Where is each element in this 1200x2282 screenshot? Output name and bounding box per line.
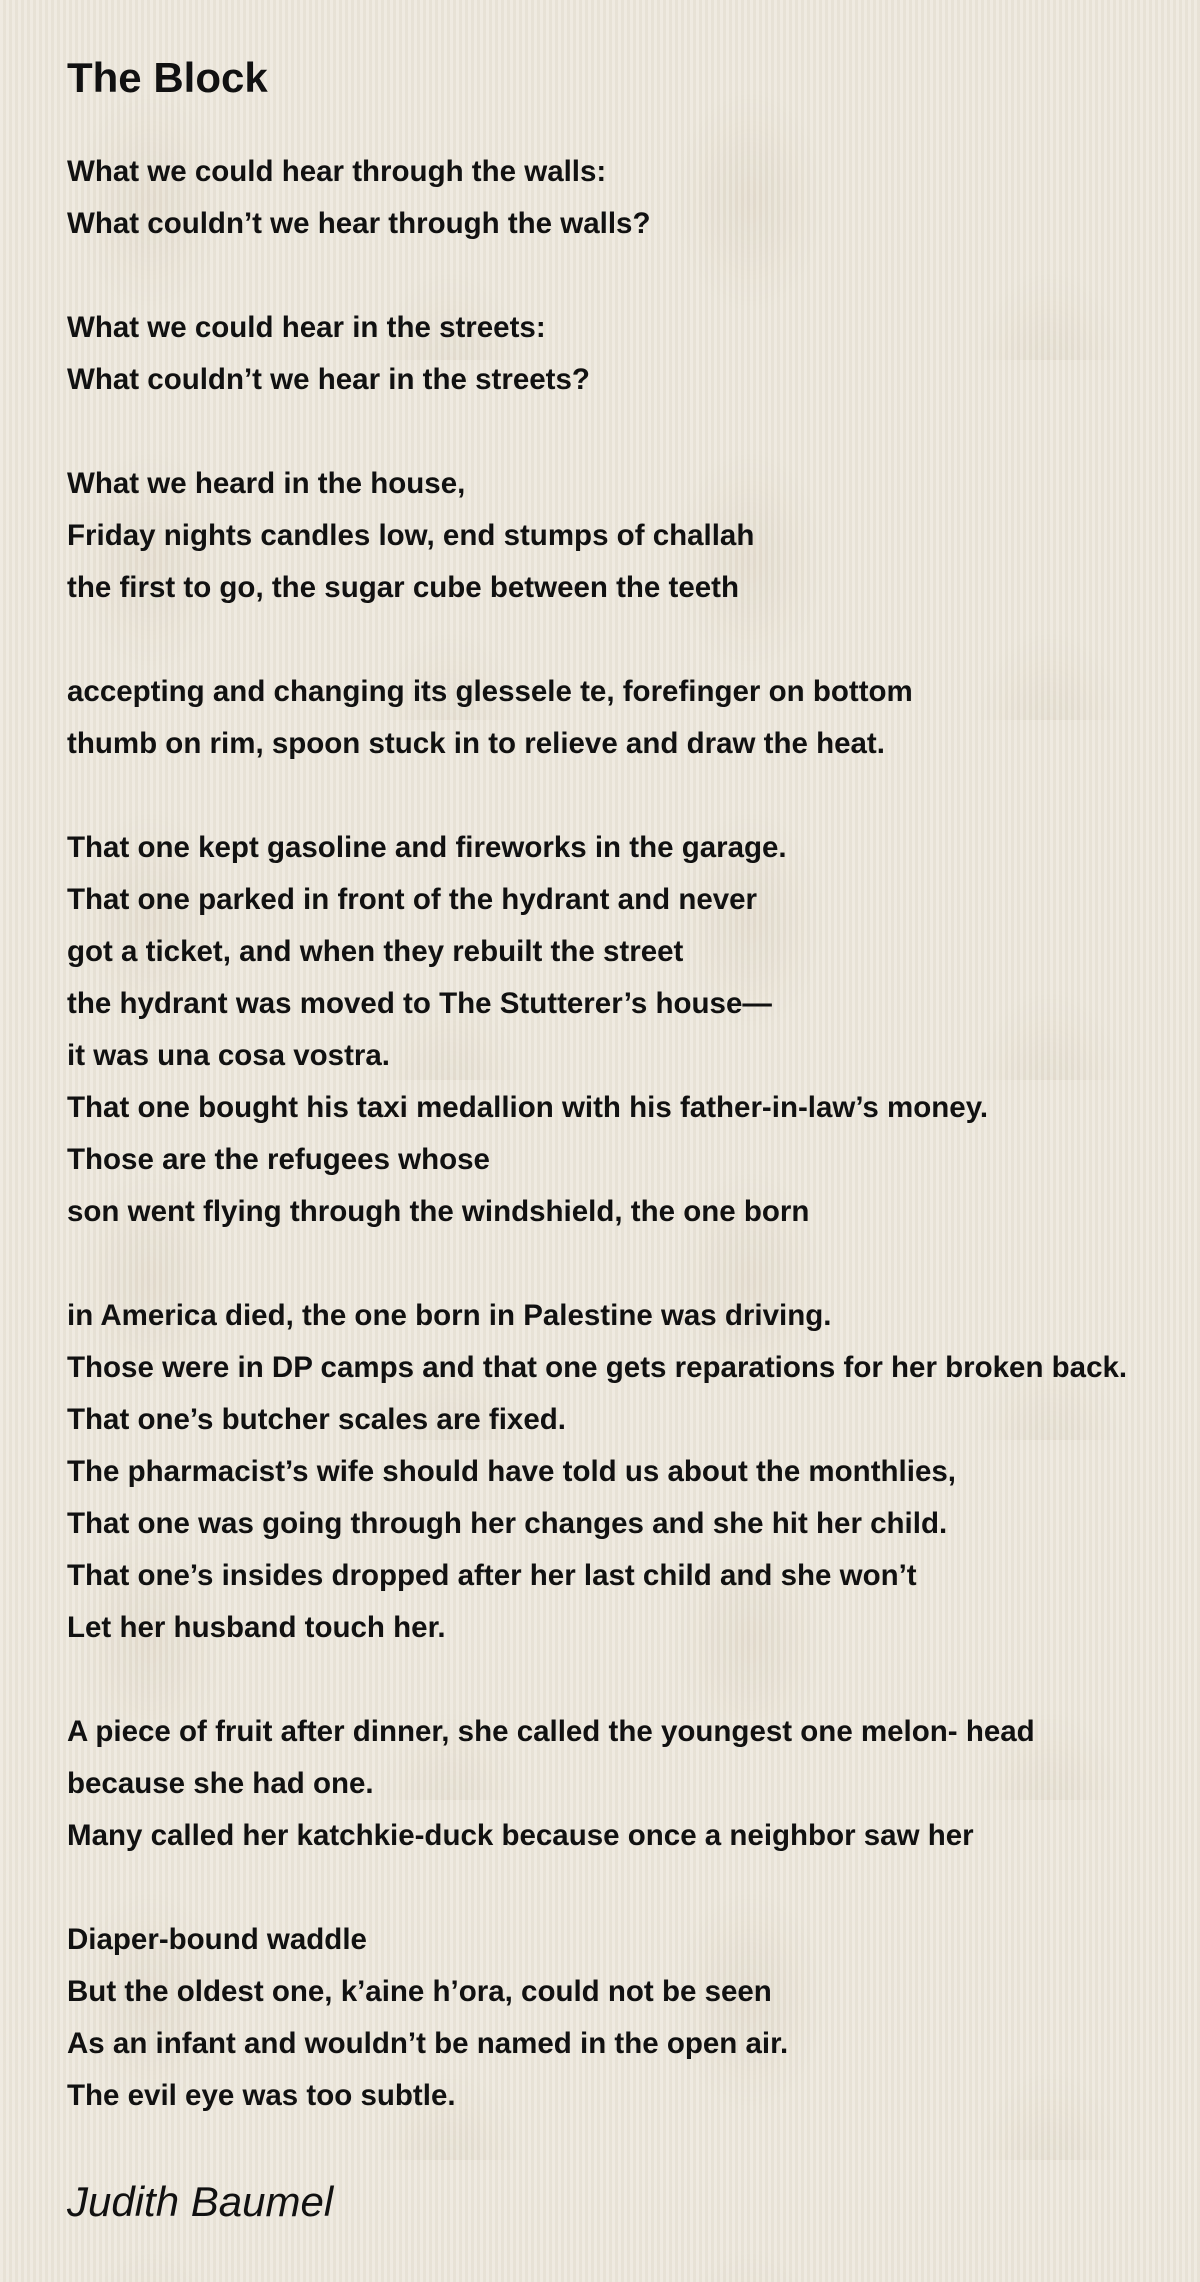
poem-line: got a ticket, and when they rebuilt the street [67,935,684,968]
poem-line: That one kept gasoline and fireworks in the garage. [67,831,787,864]
poem-line: That one’s insides dropped after her last child and she won’t [67,1559,917,1592]
stanza [67,1914,1200,2122]
poem-line: What we could hear through the walls: [67,155,607,188]
poem-line: What we heard in the house, [67,467,466,500]
stanza [67,1290,1200,1654]
poem-card [67,50,1200,2230]
poem-line: That one’s butcher scales are fixed. [67,1403,566,1436]
poem-line: in America died, the one born in Palestine was driving. [67,1299,832,1332]
poem-line: Let her husband touch her. [67,1611,446,1644]
poem-author: Judith Baumel [67,2178,334,2225]
poem-line: Friday nights candles low, end stumps of challah [67,519,755,552]
poem-line: Many called her katchkie-duck because once a neighbor saw her [67,1819,974,1852]
poem-line: What couldn’t we hear through the walls? [67,207,651,240]
poem-line: the first to go, the sugar cube between the teeth [67,571,740,604]
poem-line: because she had one. [67,1767,374,1800]
poem-line: That one parked in front of the hydrant and never [67,883,758,916]
poem-line: the hydrant was moved to The Stutterer’s house— [67,987,772,1020]
stanza [67,458,1200,614]
poem-line: What couldn’t we hear in the streets? [67,363,590,396]
poem-line: The evil eye was too subtle. [67,2079,456,2112]
poem-line: As an infant and wouldn’t be named in the open air. [67,2027,789,2060]
poem-line: A piece of fruit after dinner, she called the youngest one melon- head [67,1715,1035,1748]
stanza [67,666,1200,770]
poem-line: Those were in DP camps and that one gets reparations for her broken back. [67,1351,1128,1384]
stanza [67,146,1200,250]
poem-line: accepting and changing its glessele te, forefinger on bottom [67,675,913,708]
stanza [67,822,1200,1238]
poem-line: The pharmacist’s wife should have told us about the monthlies, [67,1455,956,1488]
poem-line: thumb on rim, spoon stuck in to relieve and draw the heat. [67,727,885,760]
poem-line: it was una cosa vostra. [67,1039,390,1072]
poem-line: That one bought his taxi medallion with his father-in-law’s money. [67,1091,989,1124]
poem-title: The Block [67,54,268,101]
poem-line: Diaper-bound waddle [67,1923,367,1956]
poem-line: That one was going through her changes and she hit her child. [67,1507,948,1540]
poem-line: son went flying through the windshield, the one born [67,1195,810,1228]
poem-line: What we could hear in the streets: [67,311,546,344]
poem-line: But the oldest one, k’aine h’ora, could not be seen [67,1975,772,2008]
stanza [67,1706,1200,1862]
poem-line: Those are the refugees whose [67,1143,490,1176]
stanza [67,302,1200,406]
